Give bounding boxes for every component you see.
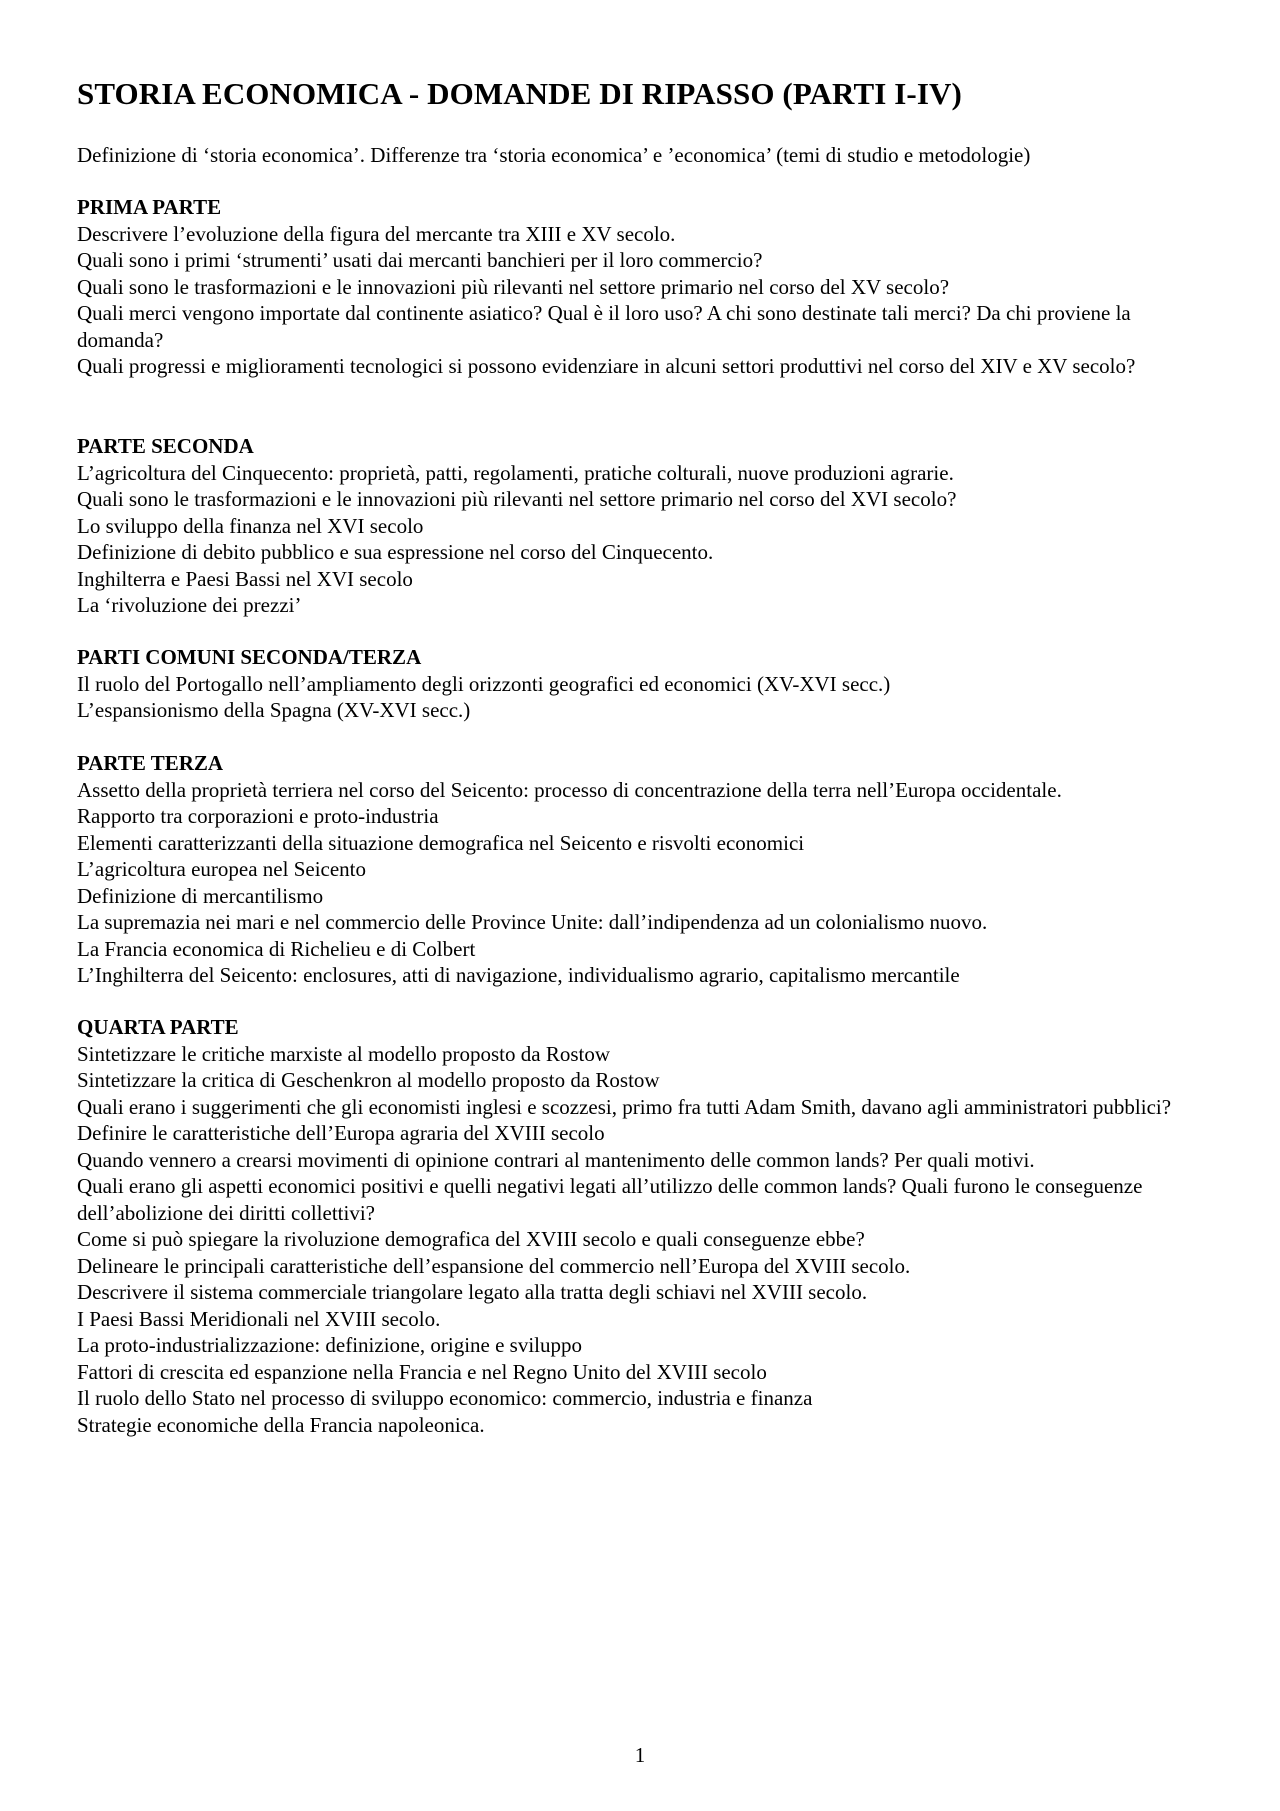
question-item: Definizione di mercantilismo: [77, 883, 324, 908]
question-item: L’espansionismo della Spagna (XV-XVI secc.): [77, 698, 471, 722]
question-item: Inghilterra e Paesi Bassi nel XVI secolo: [77, 566, 413, 591]
question-item: Sintetizzare la critica di Geschenkron al modello proposto da Rostow: [77, 1068, 660, 1092]
question-item: Come si può spiegare la rivoluzione demografica del XVIII secolo e quali conseguenze ebbe?: [77, 1227, 865, 1251]
question-item: Il ruolo dello Stato nel processo di sviluppo economico: commercio, industria e finanza: [77, 1386, 813, 1410]
question-item: Assetto della proprietà terriera nel corso del Seicento: processo di concentrazione della terra nell’Europa occidentale.: [77, 777, 1062, 802]
question-list: [77, 460, 1207, 619]
question-item: Rapporto tra corporazioni e proto-industria: [77, 804, 439, 828]
question-list: [77, 221, 1207, 380]
question-item: Strategie economiche della Francia napoleonica.: [77, 1412, 485, 1437]
question-item: Quali progressi e miglioramenti tecnologici si possono evidenziare in alcuni settori produttivi nel corso del XIV e XV secolo?: [77, 354, 1136, 378]
section-prima-parte: [77, 194, 1207, 380]
question-item: Fattori di crescita ed espanzione nella Francia e nel Regno Unito del XVIII secolo: [77, 1359, 767, 1384]
question-item: Definizione di debito pubblico e sua espressione nel corso del Cinquecento.: [77, 540, 714, 564]
question-item: Quali sono le trasformazioni e le innovazioni più rilevanti nel settore primario nel corso del XV secolo?: [77, 274, 950, 299]
question-list: [77, 1041, 1207, 1439]
question-item: Quando vennero a crearsi movimenti di opinione contrari al mantenimento delle common lands? Per quali motivi.: [77, 1147, 1035, 1172]
question-item: Descrivere l’evoluzione della figura del mercante tra XIII e XV secolo.: [77, 221, 676, 246]
section-heading: PARTE TERZA: [77, 751, 224, 775]
section-quarta-parte: [77, 1014, 1207, 1438]
question-item: Elementi caratterizzanti della situazione demografica nel Seicento e risvolti economici: [77, 830, 805, 855]
question-item: La supremazia nei mari e nel commercio delle Province Unite: dall’indipendenza ad un colonialismo nuovo.: [77, 910, 988, 934]
question-item: Quali sono le trasformazioni e le innovazioni più rilevanti nel settore primario nel corso del XVI secolo?: [77, 487, 957, 511]
section-heading: PRIMA PARTE: [77, 195, 222, 219]
question-list: [77, 671, 1207, 724]
section-heading: PARTI COMUNI SECONDA/TERZA: [77, 645, 422, 669]
section-parti-comuni: [77, 644, 1207, 724]
question-list: [77, 777, 1207, 989]
question-item: Descrivere il sistema commerciale triangolare legato alla tratta degli schiavi nel XVIII secolo.: [77, 1280, 868, 1304]
question-item: L’agricoltura europea nel Seicento: [77, 857, 367, 881]
question-item: Definire le caratteristiche dell’Europa agraria del XVIII secolo: [77, 1121, 605, 1145]
question-item: Lo sviluppo della finanza nel XVI secolo: [77, 513, 424, 538]
question-item: Il ruolo del Portogallo nell’ampliamento degli orizzonti geografici ed economici (XV-XVI secc.): [77, 671, 891, 696]
question-item: La ‘rivoluzione dei prezzi’: [77, 593, 302, 617]
question-item: I Paesi Bassi Meridionali nel XVIII secolo.: [77, 1306, 441, 1331]
question-item: Quali erano gli aspetti economici positivi e quelli negativi legati all’utilizzo delle common lands? Quali furono le conseguenze dell’abolizione dei diritti collettivi?: [77, 1174, 1143, 1225]
question-item: Delineare le principali caratteristiche dell’espansione del commercio nell’Europa del XVIII secolo.: [77, 1253, 911, 1278]
section-heading: PARTE SECONDA: [77, 434, 254, 458]
question-item: Quali erano i suggerimenti che gli economisti inglesi e scozzesi, primo fra tutti Adam Smith, davano agli amministratori pubblici?: [77, 1094, 1172, 1119]
question-item: Sintetizzare le critiche marxiste al modello proposto da Rostow: [77, 1041, 611, 1066]
section-parte-terza: [77, 750, 1207, 989]
question-item: L’Inghilterra del Seicento: enclosures, atti di navigazione, individualismo agrario, capitalismo mercantile: [77, 963, 960, 987]
question-item: Quali merci vengono importate dal continente asiatico? Qual è il loro uso? A chi sono destinate tali merci? Da chi proviene la domanda?: [77, 301, 1131, 352]
document-title: STORIA ECONOMICA - DOMANDE DI RIPASSO (PARTI I-IV): [77, 76, 962, 111]
question-item: L’agricoltura del Cinquecento: proprietà, patti, regolamenti, pratiche colturali, nuove produzioni agrarie.: [77, 460, 954, 485]
page-number: 1: [634, 1743, 646, 1767]
intro-paragraph: Definizione di ‘storia economica’. Differenze tra ‘storia economica’ e ’economica’ (temi di studio e metodologie): [77, 143, 1031, 167]
question-item: La Francia economica di Richelieu e di Colbert: [77, 936, 476, 961]
question-item: La proto-industrializzazione: definizione, origine e sviluppo: [77, 1333, 583, 1357]
section-heading: QUARTA PARTE: [77, 1015, 239, 1039]
question-item: Quali sono i primi ‘strumenti’ usati dai mercanti banchieri per il loro commercio?: [77, 248, 763, 272]
section-parte-seconda: [77, 433, 1207, 619]
